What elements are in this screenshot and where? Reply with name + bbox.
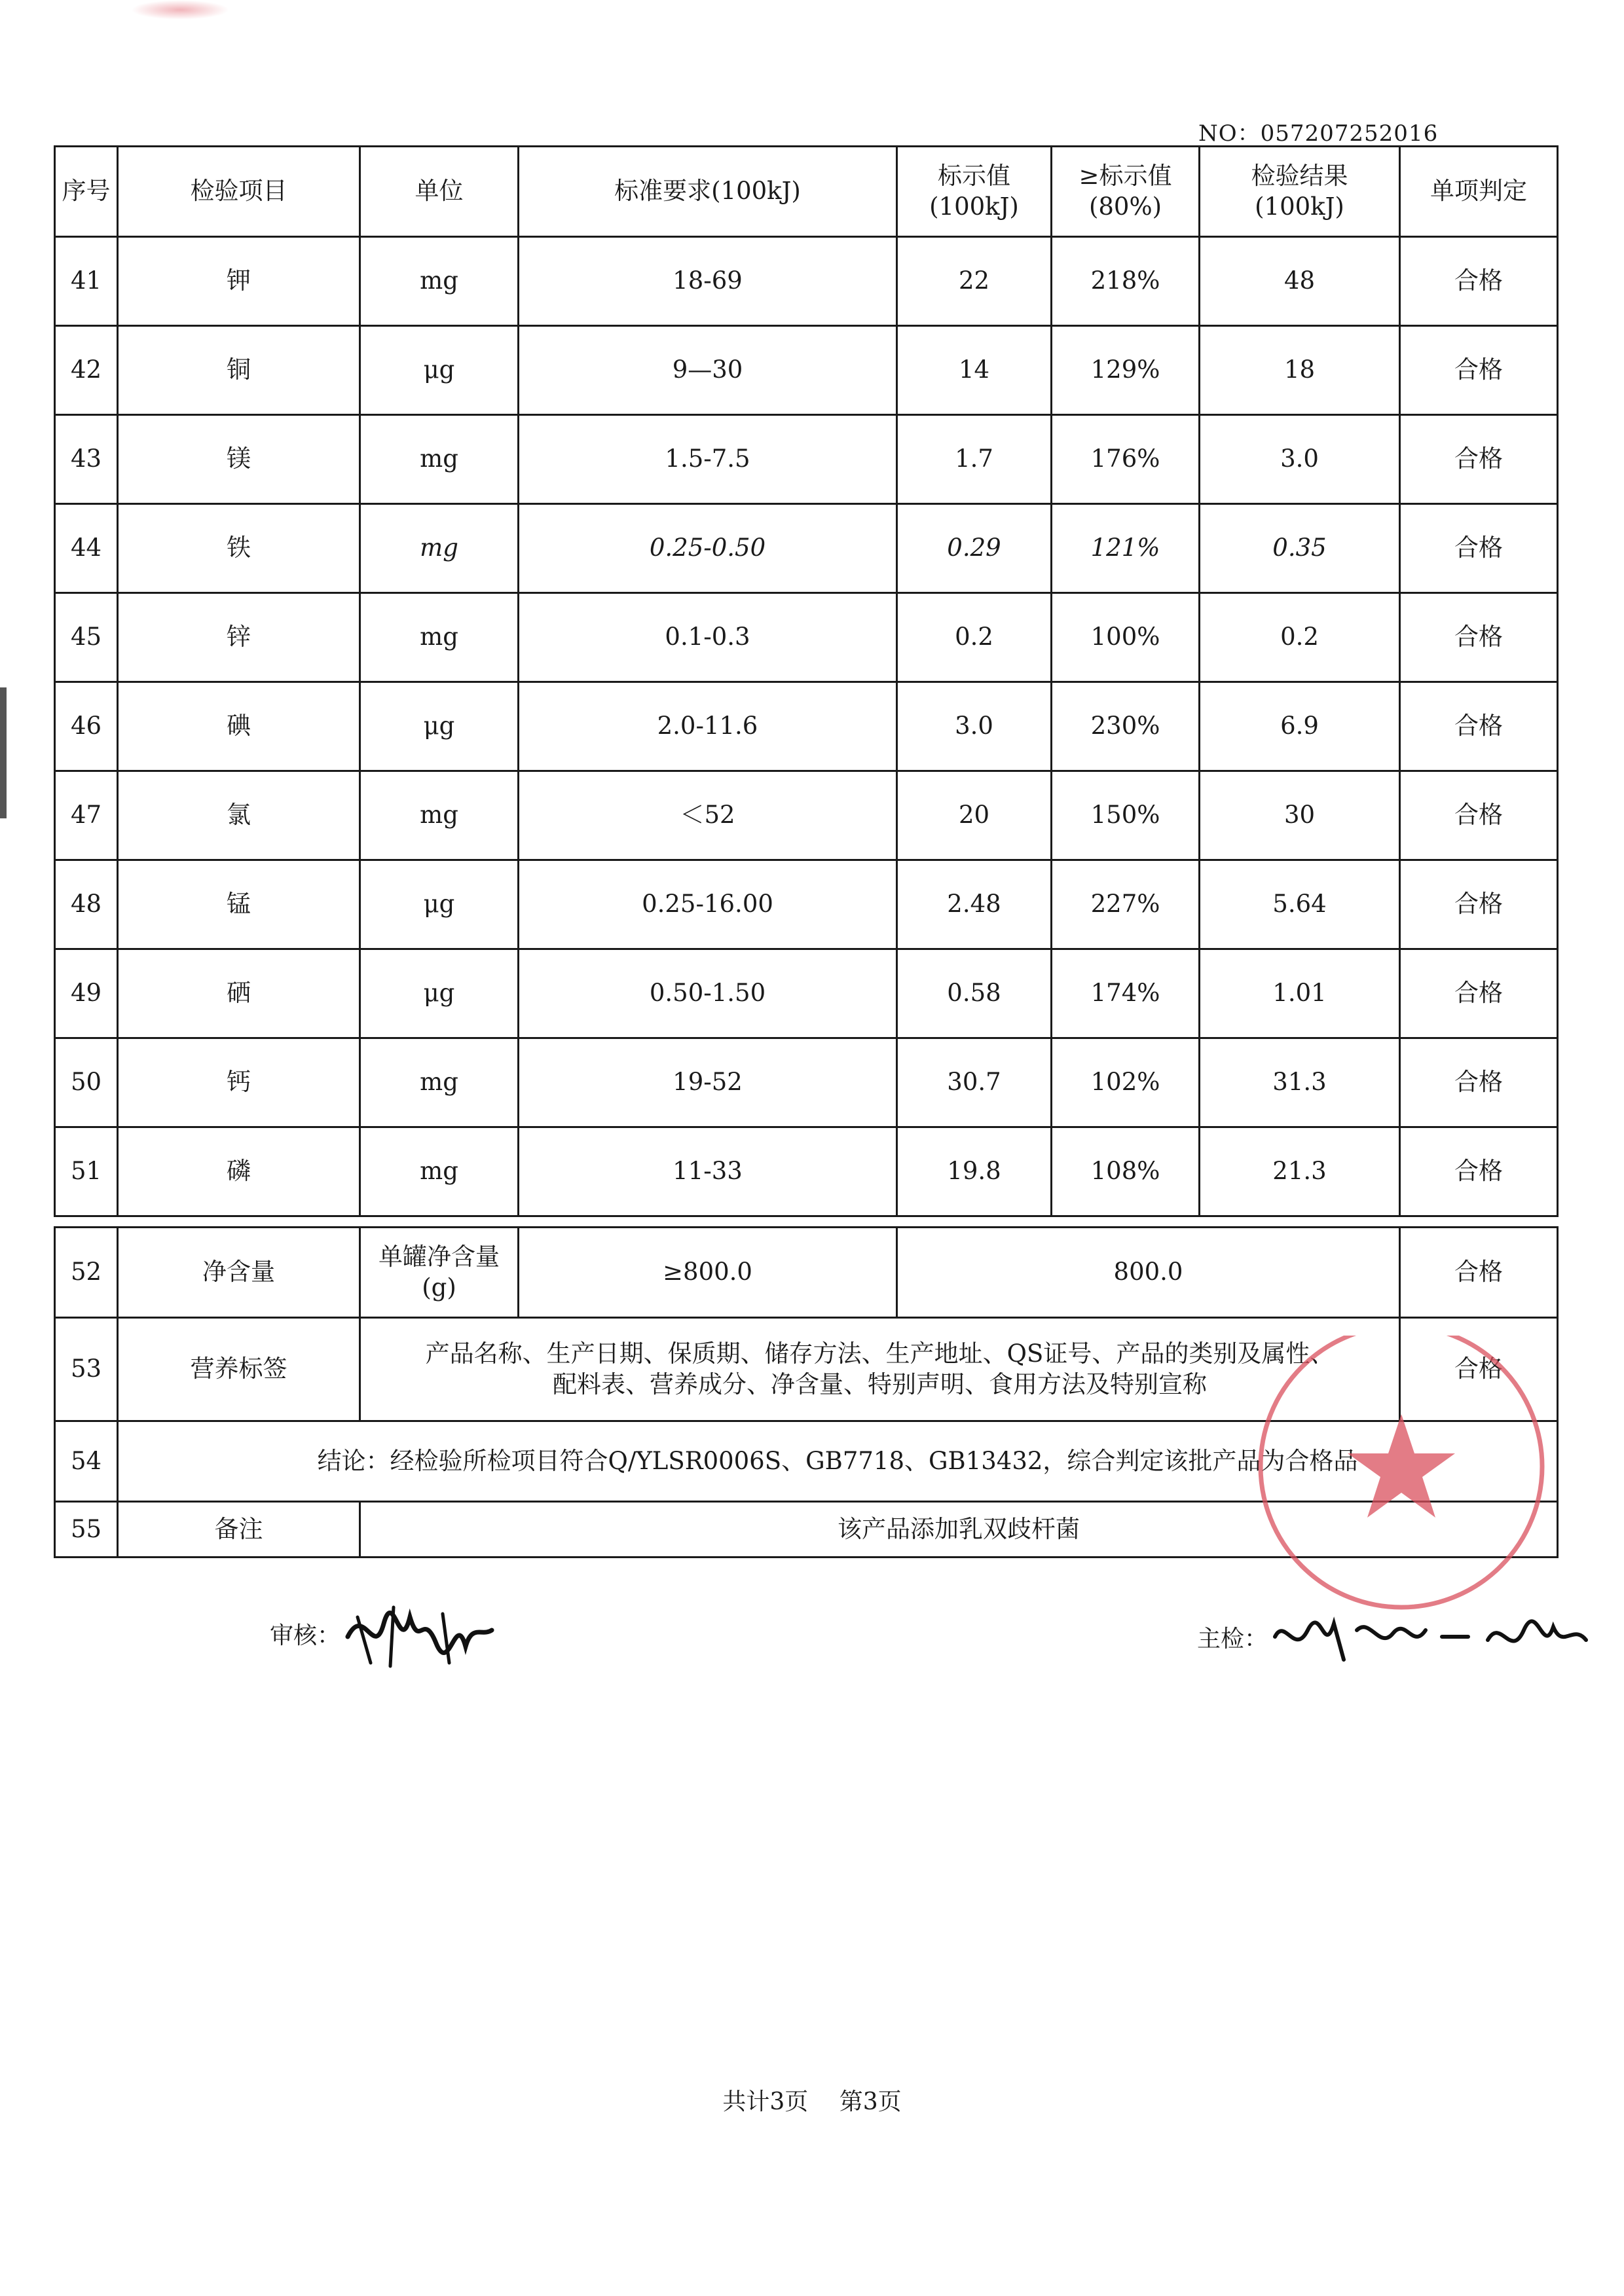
row-item: 铜 [118, 326, 360, 415]
row-result: 5.64 [1200, 860, 1400, 949]
reviewer-signature [270, 1597, 495, 1669]
row-no: 44 [55, 504, 118, 593]
row-pct: 121% [1052, 504, 1200, 593]
row-judgement: 合格 [1400, 237, 1558, 326]
row-item: 钾 [118, 237, 360, 326]
row-standard: 0.25-16.00 [519, 860, 897, 949]
row-item: 硒 [118, 949, 360, 1038]
row-item: 锌 [118, 593, 360, 682]
row-no: 43 [55, 415, 118, 504]
row-result: 800.0 [897, 1228, 1400, 1318]
row-unit: mg [360, 1127, 519, 1216]
row-label-value: 22 [897, 237, 1052, 326]
row-standard: 11-33 [519, 1127, 897, 1216]
table-row [55, 1127, 1558, 1216]
nutrition-label-requirements: 产品名称、生产日期、保质期、储存方法、生产地址、QS证号、产品的类别及属性、 配料表、营养成分、净含量、特别声明、食用方法及特别宣称 [360, 1318, 1400, 1421]
row-no: 49 [55, 949, 118, 1038]
row-unit: μg [360, 860, 519, 949]
row-pct: 218% [1052, 237, 1200, 326]
current-page: 第3页 [839, 2088, 902, 2115]
row-no: 45 [55, 593, 118, 682]
row-no: 42 [55, 326, 118, 415]
row-unit: mg [360, 593, 519, 682]
row-pct: 100% [1052, 593, 1200, 682]
row-unit: mg [360, 504, 519, 593]
row-result: 31.3 [1200, 1038, 1400, 1127]
table-row [55, 1038, 1558, 1127]
table-row [55, 771, 1558, 860]
row-judgement: 合格 [1400, 1038, 1558, 1127]
table-header-row [55, 147, 1558, 237]
row-pct: 108% [1052, 1127, 1200, 1216]
row-standard: 0.50-1.50 [519, 949, 897, 1038]
official-seal-stamp [1185, 1336, 1552, 1611]
row-unit: μg [360, 949, 519, 1038]
row-no: 48 [55, 860, 118, 949]
row-standard: 2.0-11.6 [519, 682, 897, 771]
row-unit: μg [360, 682, 519, 771]
row-judgement: 合格 [1400, 1127, 1558, 1216]
table-separator [55, 1216, 1558, 1228]
row-label-value: 20 [897, 771, 1052, 860]
row-no: 52 [55, 1228, 118, 1318]
row-unit: mg [360, 771, 519, 860]
row-label-value: 2.48 [897, 860, 1052, 949]
row-judgement: 合格 [1400, 415, 1558, 504]
row-pct: 102% [1052, 1038, 1200, 1127]
row-standard: 19-52 [519, 1038, 897, 1127]
row-judgement: 合格 [1400, 860, 1558, 949]
row-result: 3.0 [1200, 415, 1400, 504]
header-standard: 标准要求(100kJ) [519, 147, 897, 237]
row-label-value: 30.7 [897, 1038, 1052, 1127]
page-footer [0, 2083, 1624, 2117]
page-corner-stain [131, 0, 229, 20]
row-item: 氯 [118, 771, 360, 860]
row-pct: 230% [1052, 682, 1200, 771]
row-judgement: 合格 [1400, 1228, 1558, 1318]
row-unit: mg [360, 1038, 519, 1127]
row-standard: ＜52 [519, 771, 897, 860]
row-label-value: 1.7 [897, 415, 1052, 504]
header-unit: 单位 [360, 147, 519, 237]
row-item: 钙 [118, 1038, 360, 1127]
row-label-value: 0.58 [897, 949, 1052, 1038]
row-item: 磷 [118, 1127, 360, 1216]
row-no: 54 [55, 1421, 118, 1502]
row-unit: mg [360, 415, 519, 504]
row-label-value: 3.0 [897, 682, 1052, 771]
inspector-signature [1197, 1604, 1599, 1669]
row-standard: 0.25-0.50 [519, 504, 897, 593]
row-unit: 单罐净含量 (g) [360, 1228, 519, 1318]
table-row [55, 326, 1558, 415]
table-row [55, 504, 1558, 593]
header-item: 检验项目 [118, 147, 360, 237]
row-judgement: 合格 [1400, 949, 1558, 1038]
table-row-52 [55, 1228, 1558, 1318]
row-item: 净含量 [118, 1228, 360, 1318]
row-result: 1.01 [1200, 949, 1400, 1038]
row-standard: 1.5-7.5 [519, 415, 897, 504]
row-item: 营养标签 [118, 1318, 360, 1421]
row-result: 48 [1200, 237, 1400, 326]
inspector-label: 主检： [1197, 1625, 1268, 1652]
conclusion-text: 结论：经检验所检项目符合Q/YLSR0006S、GB7718、GB13432，综合判定该批产品为合格品 [118, 1421, 1558, 1502]
row-no: 41 [55, 237, 118, 326]
remark-text: 该产品添加乳双歧杆菌 [360, 1502, 1558, 1558]
handwritten-signature-inspectors [1272, 1604, 1599, 1669]
row-label-value: 19.8 [897, 1127, 1052, 1216]
row-standard: 18-69 [519, 237, 897, 326]
table-row [55, 860, 1558, 949]
row-standard: 9—30 [519, 326, 897, 415]
row-judgement: 合格 [1400, 326, 1558, 415]
table-row [55, 593, 1558, 682]
row-label-value: 0.2 [897, 593, 1052, 682]
row-judgement: 合格 [1400, 593, 1558, 682]
row-result: 0.2 [1200, 593, 1400, 682]
row-judgement: 合格 [1400, 504, 1558, 593]
row-label-value: 0.29 [897, 504, 1052, 593]
row-item: 备注 [118, 1502, 360, 1558]
row-judgement: 合格 [1400, 771, 1558, 860]
row-unit: mg [360, 237, 519, 326]
row-pct: 227% [1052, 860, 1200, 949]
row-no: 47 [55, 771, 118, 860]
row-pct: 174% [1052, 949, 1200, 1038]
row-pct: 129% [1052, 326, 1200, 415]
header-pct-label: ≥标示值 (80%) [1052, 147, 1200, 237]
header-label-value: 标示值 (100kJ) [897, 147, 1052, 237]
row-item: 铁 [118, 504, 360, 593]
row-item: 镁 [118, 415, 360, 504]
scan-edge-mark [0, 687, 7, 818]
header-judgement: 单项判定 [1400, 147, 1558, 237]
reviewer-label: 审核： [270, 1622, 341, 1649]
row-result: 30 [1200, 771, 1400, 860]
row-judgement: 合格 [1400, 682, 1558, 771]
row-no: 55 [55, 1502, 118, 1558]
row-no: 50 [55, 1038, 118, 1127]
table-row [55, 682, 1558, 771]
document-number: NO：057207252016 [1198, 120, 1439, 147]
row-standard: 0.1-0.3 [519, 593, 897, 682]
handwritten-signature-reviewer [344, 1597, 495, 1669]
row-result: 18 [1200, 326, 1400, 415]
row-standard: ≥800.0 [519, 1228, 897, 1318]
row-result: 21.3 [1200, 1127, 1400, 1216]
header-result: 检验结果 (100kJ) [1200, 147, 1400, 237]
row-no: 46 [55, 682, 118, 771]
row-pct: 150% [1052, 771, 1200, 860]
table-row [55, 415, 1558, 504]
header-seq: 序号 [55, 147, 118, 237]
row-no: 51 [55, 1127, 118, 1216]
table-row [55, 949, 1558, 1038]
row-no: 53 [55, 1318, 118, 1421]
row-item: 碘 [118, 682, 360, 771]
row-label-value: 14 [897, 326, 1052, 415]
row-unit: μg [360, 326, 519, 415]
table-row [55, 237, 1558, 326]
row-result: 0.35 [1200, 504, 1400, 593]
total-pages: 共计3页 [722, 2088, 809, 2115]
row-pct: 176% [1052, 415, 1200, 504]
row-item: 锰 [118, 860, 360, 949]
row-result: 6.9 [1200, 682, 1400, 771]
row-judgement: 合格 [1400, 1318, 1558, 1421]
